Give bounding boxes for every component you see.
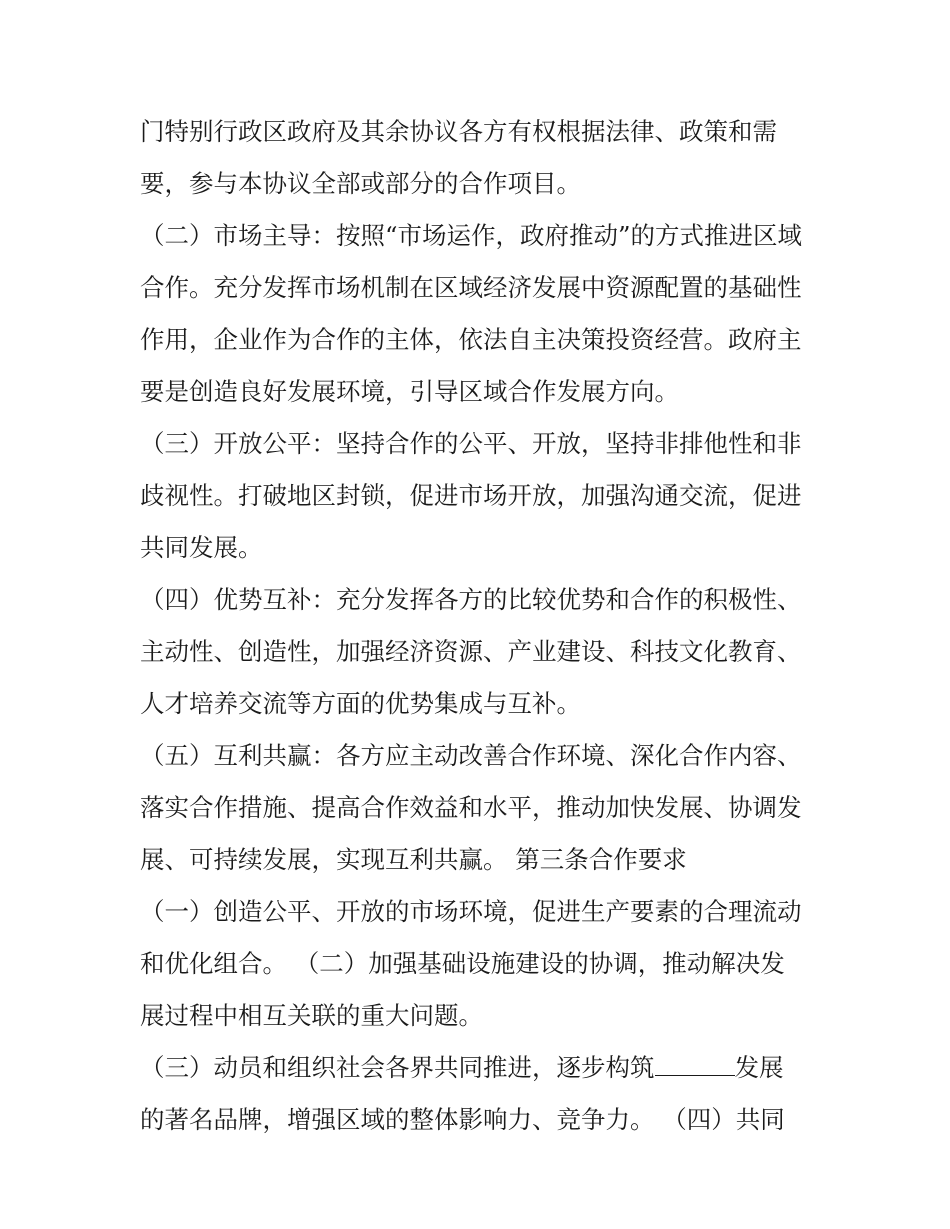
text-line: 的著名品牌，增强区域的整体影响力、竞争力。 （四）共同 xyxy=(140,1105,785,1134)
text-line: 门特别行政区政府及其余协议各方有权根据法律、政策和需 xyxy=(140,117,777,146)
text-line: 共同发展。 xyxy=(140,533,263,562)
text-line-with-blank xyxy=(140,1042,820,1094)
text-line: （五）互利共赢：各方应主动改善合作环境、深化合作内容、 xyxy=(140,741,802,770)
text-line: 人才培养交流等方面的优势集成与互补。 xyxy=(140,689,581,718)
text-after-blank: 发展 xyxy=(734,1053,784,1082)
document-body xyxy=(140,106,820,1146)
text-line: 要是创造良好发展环境，引导区域合作发展方向。 xyxy=(140,377,679,406)
text-before-blank: （三）动员和组织社会各界共同推进，逐步构筑 xyxy=(140,1053,655,1082)
text-line: 主动性、创造性，加强经济资源、产业建设、科技文化教育、 xyxy=(140,637,802,666)
text-line: 要，参与本协议全部或部分的合作项目。 xyxy=(140,169,581,198)
text-line: 展、可持续发展，实现互利共赢。 第三条合作要求 xyxy=(140,845,687,874)
text-line: （三）开放公平：坚持合作的公平、开放，坚持非排他性和非 xyxy=(140,429,802,458)
text-line: 展过程中相互关联的重大问题。 xyxy=(140,1001,483,1030)
text-line: 作用，企业作为合作的主体，依法自主决策投资经营。政府主 xyxy=(140,325,802,354)
text-line: 落实合作措施、提高合作效益和水平，推动加快发展、协调发 xyxy=(140,793,802,822)
text-line: 和优化组合。 （二）加强基础设施建设的协调，推动解决发 xyxy=(140,949,785,978)
fill-in-blank xyxy=(655,1053,735,1076)
text-line: （一）创造公平、开放的市场环境，促进生产要素的合理流动 xyxy=(140,897,802,926)
text-line: （四）优势互补：充分发挥各方的比较优势和合作的积极性、 xyxy=(140,585,802,614)
text-line: 歧视性。打破地区封锁，促进市场开放，加强沟通交流，促进 xyxy=(140,481,802,510)
text-line: （二）市场主导：按照“市场运作，政府推动”的方式推进区域 xyxy=(140,221,803,250)
text-line: 合作。充分发挥市场机制在区域经济发展中资源配置的基础性 xyxy=(140,273,802,302)
